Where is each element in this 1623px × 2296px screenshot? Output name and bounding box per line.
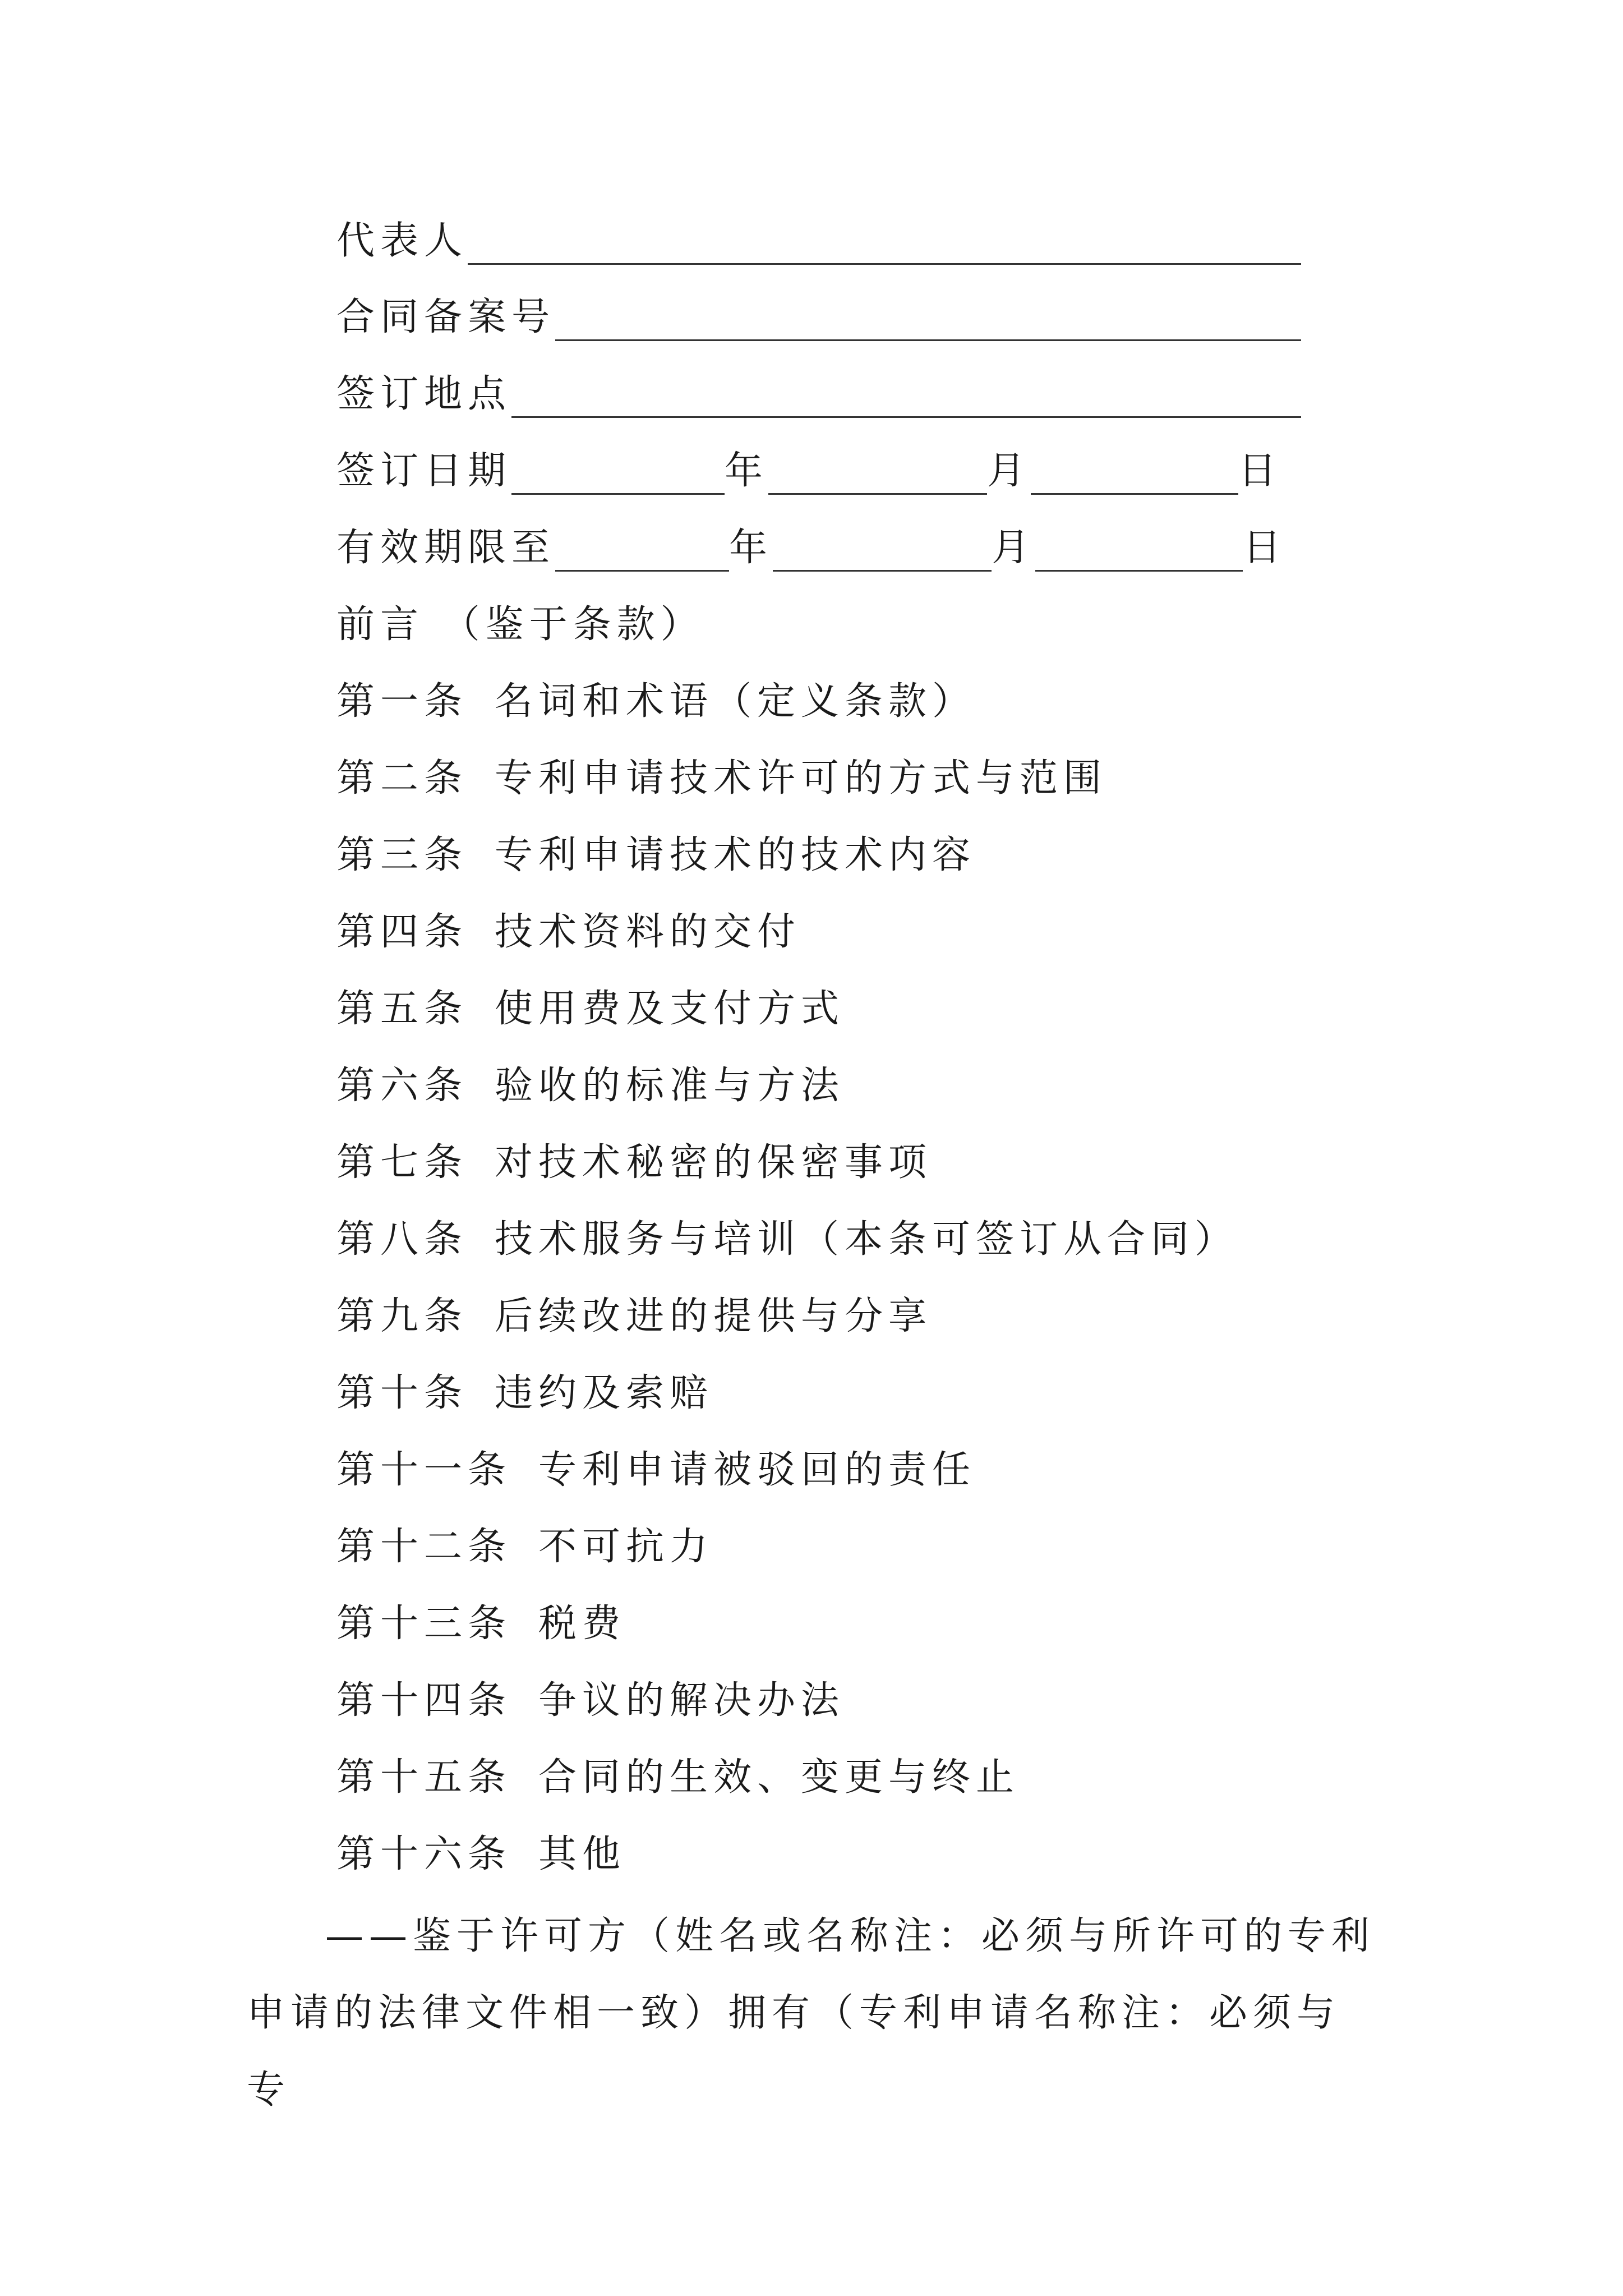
clause-title: 其他 <box>538 1832 626 1876</box>
sign-date-day-blank[interactable] <box>1031 446 1238 495</box>
clause-title: 争议的解决办法 <box>538 1678 845 1723</box>
clause-number: 第五条 <box>336 987 468 1031</box>
clause-number: 第十六条 <box>336 1832 512 1876</box>
sign-date-month-blank[interactable] <box>768 446 987 495</box>
clause-item <box>336 1129 932 1197</box>
clause-item <box>336 822 976 889</box>
clause-item <box>336 1667 845 1734</box>
clause-title: 验收的标准与方法 <box>495 1064 845 1108</box>
record-no-blank[interactable] <box>555 292 1301 341</box>
clause-item <box>336 1206 1238 1273</box>
valid-until-year-unit: 年 <box>729 526 773 570</box>
sign-date-month-unit: 月 <box>987 449 1031 493</box>
valid-until-year-blank[interactable] <box>555 523 729 572</box>
clause-item <box>336 1744 1020 1811</box>
clause-item <box>336 976 845 1043</box>
valid-until-field <box>336 514 1301 582</box>
clause-number: 第十三条 <box>336 1602 512 1646</box>
clause-item <box>336 899 801 966</box>
valid-until-day-blank[interactable] <box>1035 523 1243 572</box>
recital-line-2: 申请的法律文件相一致）拥有（专利申请名称注：必须与专 <box>247 1991 1341 2112</box>
valid-until-month-blank[interactable] <box>773 523 992 572</box>
clause-number: 第十条 <box>336 1371 468 1415</box>
clause-number: 第十五条 <box>336 1755 512 1800</box>
clause-title: 专利申请技术许可的方式与范围 <box>495 756 1108 800</box>
sign-date-year-unit: 年 <box>725 449 769 493</box>
clause-number: 第二条 <box>336 756 468 800</box>
valid-until-label: 有效期限至 <box>336 526 556 570</box>
clause-number: 第三条 <box>336 833 468 877</box>
clause-title: 使用费及支付方式 <box>495 987 845 1031</box>
clause-number: 第十一条 <box>336 1448 512 1492</box>
representative-label: 代表人 <box>336 219 468 263</box>
clause-title: 合同的生效、变更与终止 <box>538 1755 1020 1800</box>
clause-number: 第一条 <box>336 679 468 724</box>
record-no-field <box>336 284 1301 351</box>
sign-place-field <box>336 361 1301 428</box>
recital-line-1 <box>247 1898 1380 1975</box>
clause-title: 专利申请技术的技术内容 <box>495 833 976 877</box>
sign-date-year-blank[interactable] <box>511 446 725 495</box>
sign-date-label: 签订日期 <box>336 449 512 493</box>
clause-title: 对技术秘密的保密事项 <box>495 1140 933 1185</box>
clause-item <box>336 1590 626 1658</box>
clause-title: 技术资料的交付 <box>495 910 801 954</box>
clause-number: 第四条 <box>336 910 468 954</box>
clause-item <box>336 1052 845 1120</box>
sign-date-field <box>336 438 1301 505</box>
clause-title: 违约及索赔 <box>495 1371 714 1415</box>
clause-title: 不可抗力 <box>538 1525 714 1569</box>
clause-item <box>336 745 1107 812</box>
clause-number: 第八条 <box>336 1217 468 1262</box>
clause-number: 第十四条 <box>336 1678 512 1723</box>
clause-item <box>336 1283 932 1350</box>
sign-place-label: 签订地点 <box>336 372 512 416</box>
clause-item <box>336 1360 713 1427</box>
clause-number: 第九条 <box>336 1294 468 1338</box>
representative-field <box>336 208 1301 275</box>
clause-title: 名词和术语（定义条款） <box>495 679 976 724</box>
valid-until-month-unit: 月 <box>992 526 1036 570</box>
sign-date-day-unit: 日 <box>1238 449 1283 493</box>
clause-number: 第七条 <box>336 1140 468 1185</box>
sign-place-blank[interactable] <box>511 369 1301 418</box>
clause-title: 税费 <box>538 1602 626 1646</box>
clause-item <box>336 1821 626 1888</box>
clause-title: 技术服务与培训（本条可签订从合同） <box>495 1217 1239 1262</box>
clause-title: 专利申请被驳回的责任 <box>538 1448 976 1492</box>
record-no-label: 合同备案号 <box>336 295 556 339</box>
clause-number: 第六条 <box>336 1064 468 1108</box>
representative-blank[interactable] <box>468 216 1301 265</box>
clause-item <box>336 1513 713 1581</box>
preface-heading: 前言 （鉴于条款） <box>336 602 704 647</box>
recital-line-1-text: ——鉴于许可方（姓名或名称注：必须与所许可的专利 <box>325 1914 1376 1958</box>
clause-number: 第十二条 <box>336 1525 512 1569</box>
clause-item <box>336 668 976 735</box>
recital-paragraph <box>247 1898 1380 2128</box>
clause-title: 后续改进的提供与分享 <box>495 1294 933 1338</box>
valid-until-day-unit: 日 <box>1243 526 1287 570</box>
clause-item <box>336 1437 976 1504</box>
